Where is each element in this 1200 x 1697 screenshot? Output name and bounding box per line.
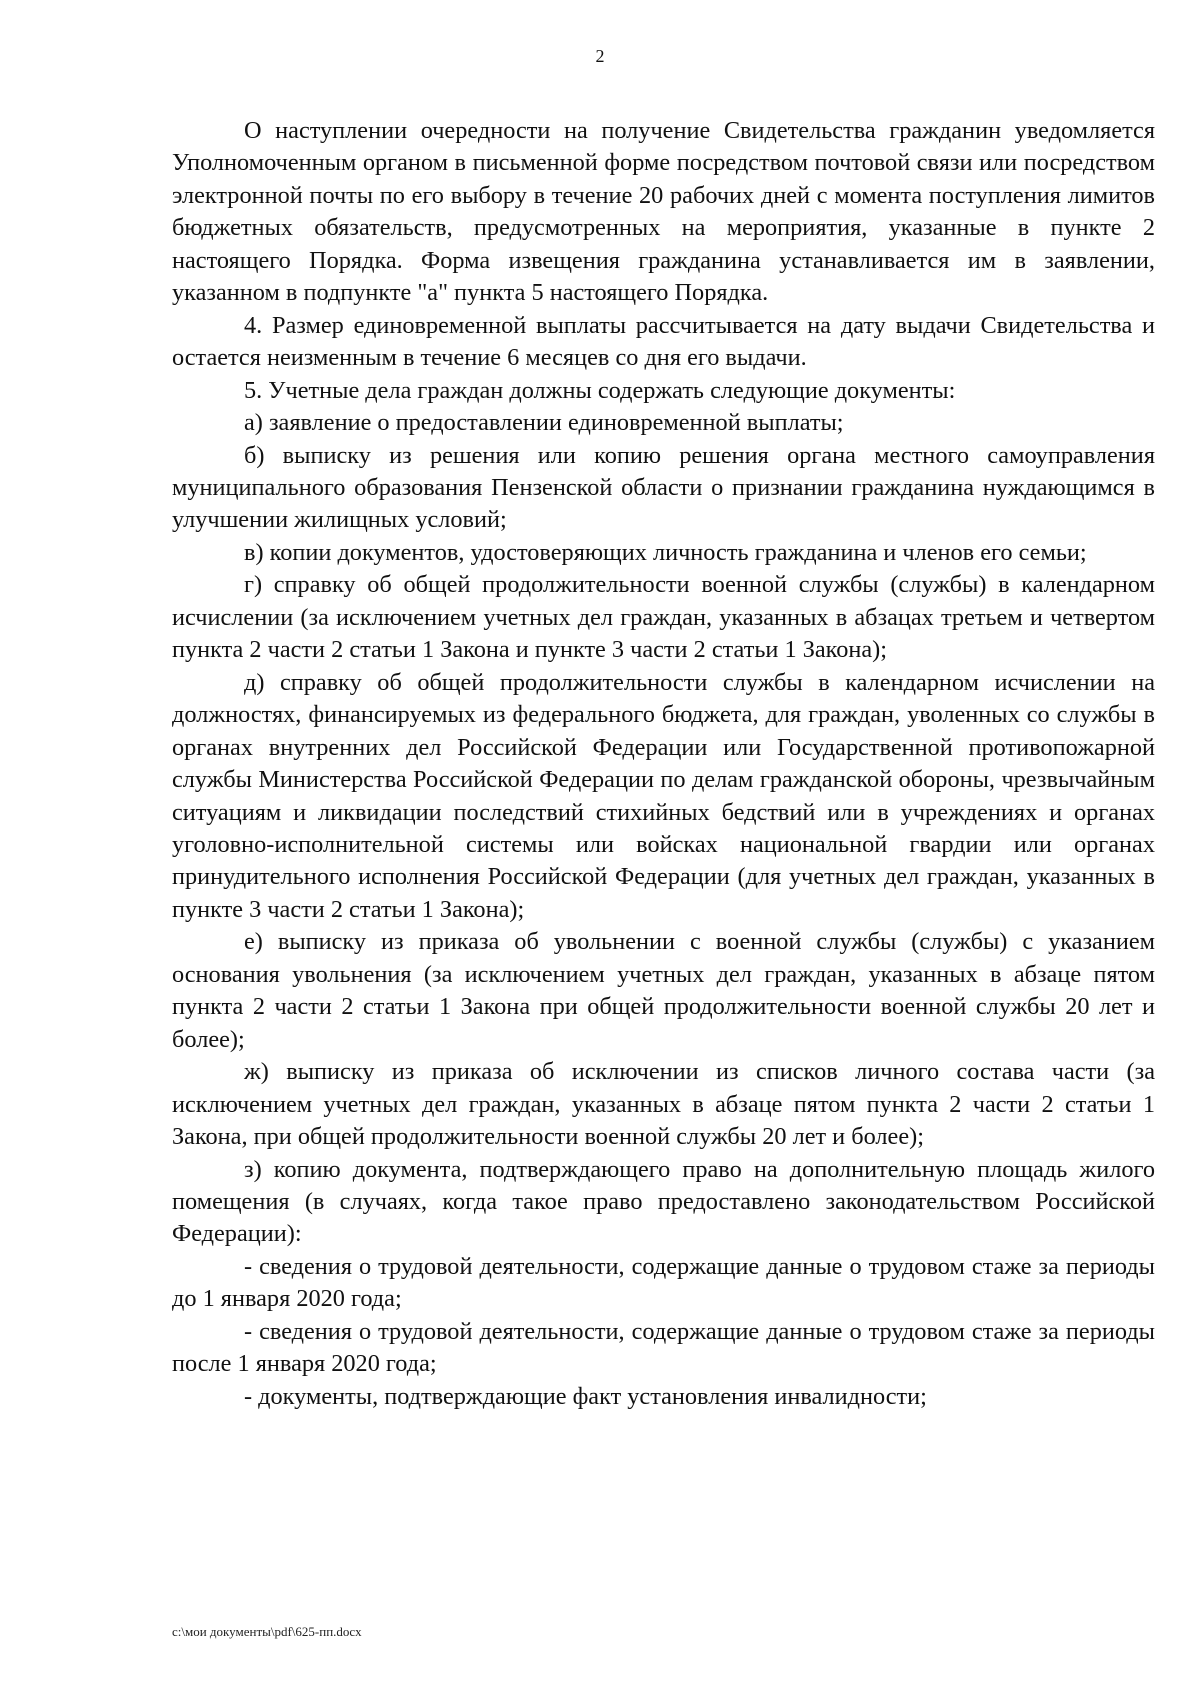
paragraph-item-5: 5. Учетные дела граждан должны содержать следующие документы: xyxy=(244,376,956,404)
paragraph-notification-order: О наступлении очередности на получение Свидетельства гражданин уведомляется Уполномоченным органом в письменной форме посредством почтовой связи или посредством электронной почты по его выбору в течение 20 рабочих дней с момента поступления лимитов бюджетных обязательств, предусмотренных на мероприятия, указанные в пункте 2 настоящего Порядка. Форма извещения гражданина устанавливается им в заявлении, указанном в подпункте "а" пункта 5 настоящего Порядка. xyxy=(172,117,1155,307)
paragraph-subitem-a: а) заявление о предоставлении единовременной выплаты; xyxy=(244,409,844,437)
paragraph-subitem-e: е) выписку из приказа об увольнении с военной службы (службы) с указанием основания увольнения (за исключением учетных дел граждан, указанных в абзаце пятом пункта 2 части 2 статьи 1 Закона при общей продолжительности военной службы 20 лет и более); xyxy=(172,928,1155,1053)
paragraph-item-4: 4. Размер единовременной выплаты рассчитывается на дату выдачи Свидетельства и остается неизменным в течение 6 месяцев со дня его выдачи. xyxy=(172,311,1155,372)
paragraph-dash-disability-docs: - документы, подтверждающие факт установления инвалидности; xyxy=(244,1382,927,1410)
paragraph-subitem-b: б) выписку из решения или копию решения органа местного самоуправления муниципального образования Пензенской области о признании гражданина нуждающимся в улучшении жилищных условий; xyxy=(172,441,1155,534)
paragraph-subitem-g: г) справку об общей продолжительности военной службы (службы) в календарном исчислении (за исключением учетных дел граждан, указанных в абзацах третьем и четвертом пункта 2 части 2 статьи 1 Закона и пункте 3 части 2 статьи 1 Закона); xyxy=(172,571,1155,664)
paragraph-subitem-d: д) справку об общей продолжительности службы в календарном исчислении на должностях, финансируемых из федерального бюджета, для граждан, уволенных со службы в органах внутренних дел Российской Федерации или Государственной противопожарной службы Министерства Российской Федерации по делам гражданской обороны, чрезвычайным ситуациям и ликвидации последствий стихийных бедствий или в учреждениях и органах уголовно-исполнительной системы или войсках национальной гвардии или органах принудительного исполнения Российской Федерации (для учетных дел граждан, указанных в пункте 3 части 2 статьи 1 Закона); xyxy=(172,668,1155,923)
paragraph-dash-work-after-2020: - сведения о трудовой деятельности, содержащие данные о трудовом стаже за периоды после 1 января 2020 года; xyxy=(172,1317,1155,1378)
document-body xyxy=(172,115,1155,1413)
paragraph-dash-work-before-2020: - сведения о трудовой деятельности, содержащие данные о трудовом стаже за периоды до 1 января 2020 года; xyxy=(172,1252,1155,1313)
paragraph-subitem-v: в) копии документов, удостоверяющих личность гражданина и членов его семьи; xyxy=(244,538,1087,566)
footer-file-path: c:\мои документы\pdf\625-пп.docx xyxy=(172,1624,362,1639)
page-number: 2 xyxy=(595,46,605,66)
paragraph-subitem-zh: ж) выписку из приказа об исключении из списков личного состава части (за исключением учетных дел граждан, указанных в абзаце пятом пункта 2 части 2 статьи 1 Закона, при общей продолжительности военной службы 20 лет и более); xyxy=(172,1058,1155,1151)
paragraph-subitem-z: з) копию документа, подтверждающего право на дополнительную площадь жилого помещения (в случаях, когда такое право предоставлено законодательством Российской Федерации): xyxy=(172,1155,1155,1248)
